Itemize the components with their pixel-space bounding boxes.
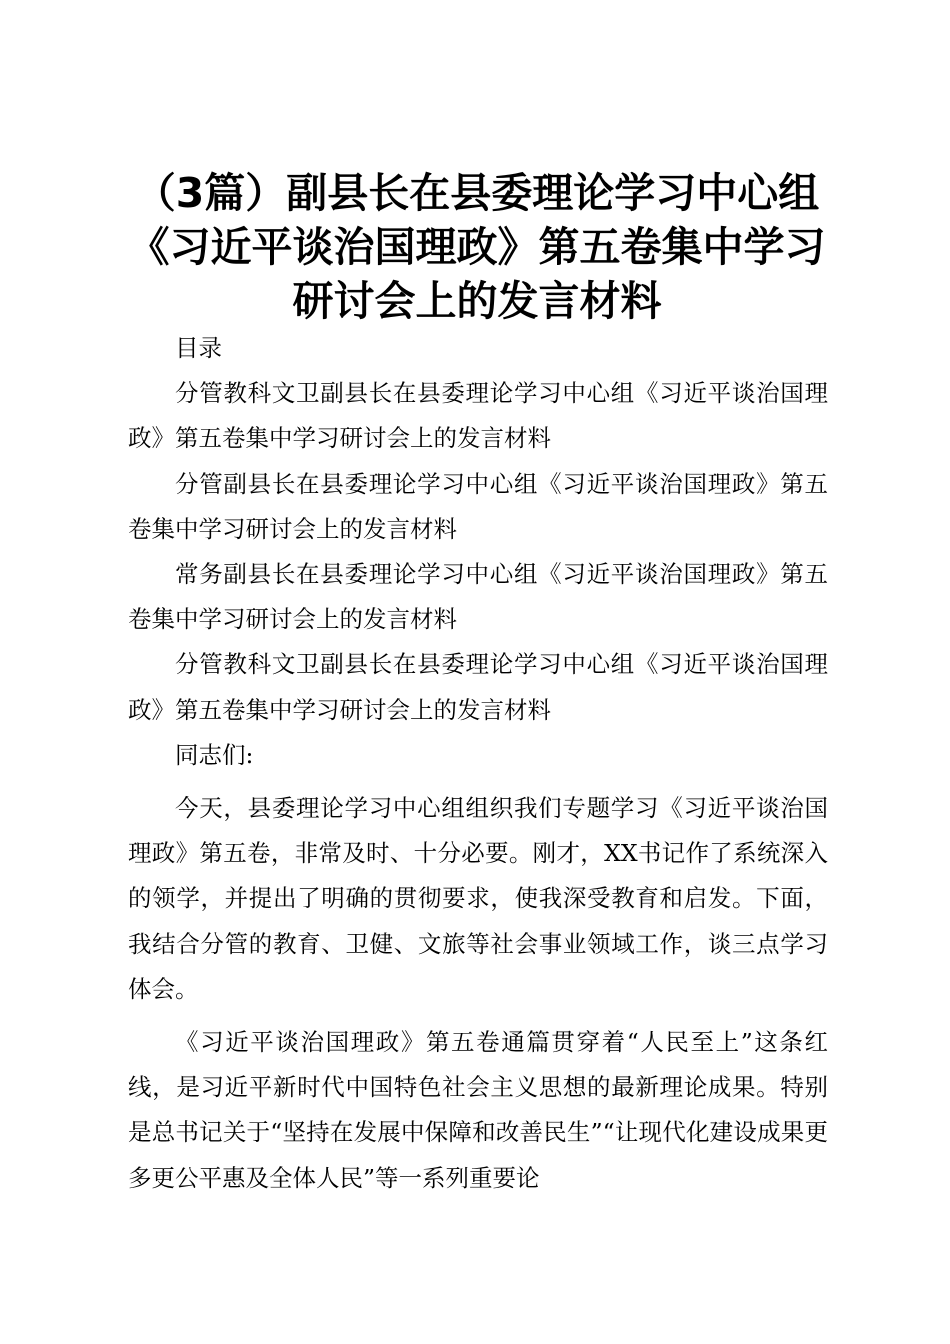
title-line-1: （3篇）副县长在县委理论学习中心组	[134, 169, 820, 217]
salutation: 同志们:	[175, 740, 254, 769]
title-line-3: 研讨会上的发言材料	[292, 277, 662, 325]
toc-item-2: 分管副县长在县委理论学习中心组《习近平谈治国理政》第五卷集中学习研讨会上的发言材料	[128, 469, 828, 543]
document-title	[120, 166, 834, 328]
title-line-2: 《习近平谈治国理政》第五卷集中学习	[128, 223, 826, 271]
toc-heading: 目录	[175, 334, 222, 362]
toc-item-1: 分管教科文卫副县长在县委理论学习中心组《习近平谈治国理政》第五卷集中学习研讨会上的发言材料	[128, 379, 828, 453]
toc-item-3: 常务副县长在县委理论学习中心组《习近平谈治国理政》第五卷集中学习研讨会上的发言材料	[128, 560, 828, 634]
paragraph-2: 《习近平谈治国理政》第五卷通篇贯穿着“人民至上”这条红线，是习近平新时代中国特色社会主义思想的最新理论成果。特别是总书记关于“坚持在发展中保障和改善民生”“让现代化建设成果更多更公平惠及全体人民”等一系列重要论	[128, 1028, 828, 1192]
document-body	[128, 326, 828, 1201]
paragraph-1: 今天，县委理论学习中心组组织我们专题学习《习近平谈治国理政》第五卷，非常及时、十分必要。刚才，XX书记作了系统深入的领学，并提出了明确的贯彻要求，使我深受教育和启发。下面，我结合分管的教育、卫健、文旅等社会事业领域工作，谈三点学习体会。	[128, 794, 828, 1003]
section-title: 分管教科文卫副县长在县委理论学习中心组《习近平谈治国理政》第五卷集中学习研讨会上的发言材料	[128, 650, 828, 724]
